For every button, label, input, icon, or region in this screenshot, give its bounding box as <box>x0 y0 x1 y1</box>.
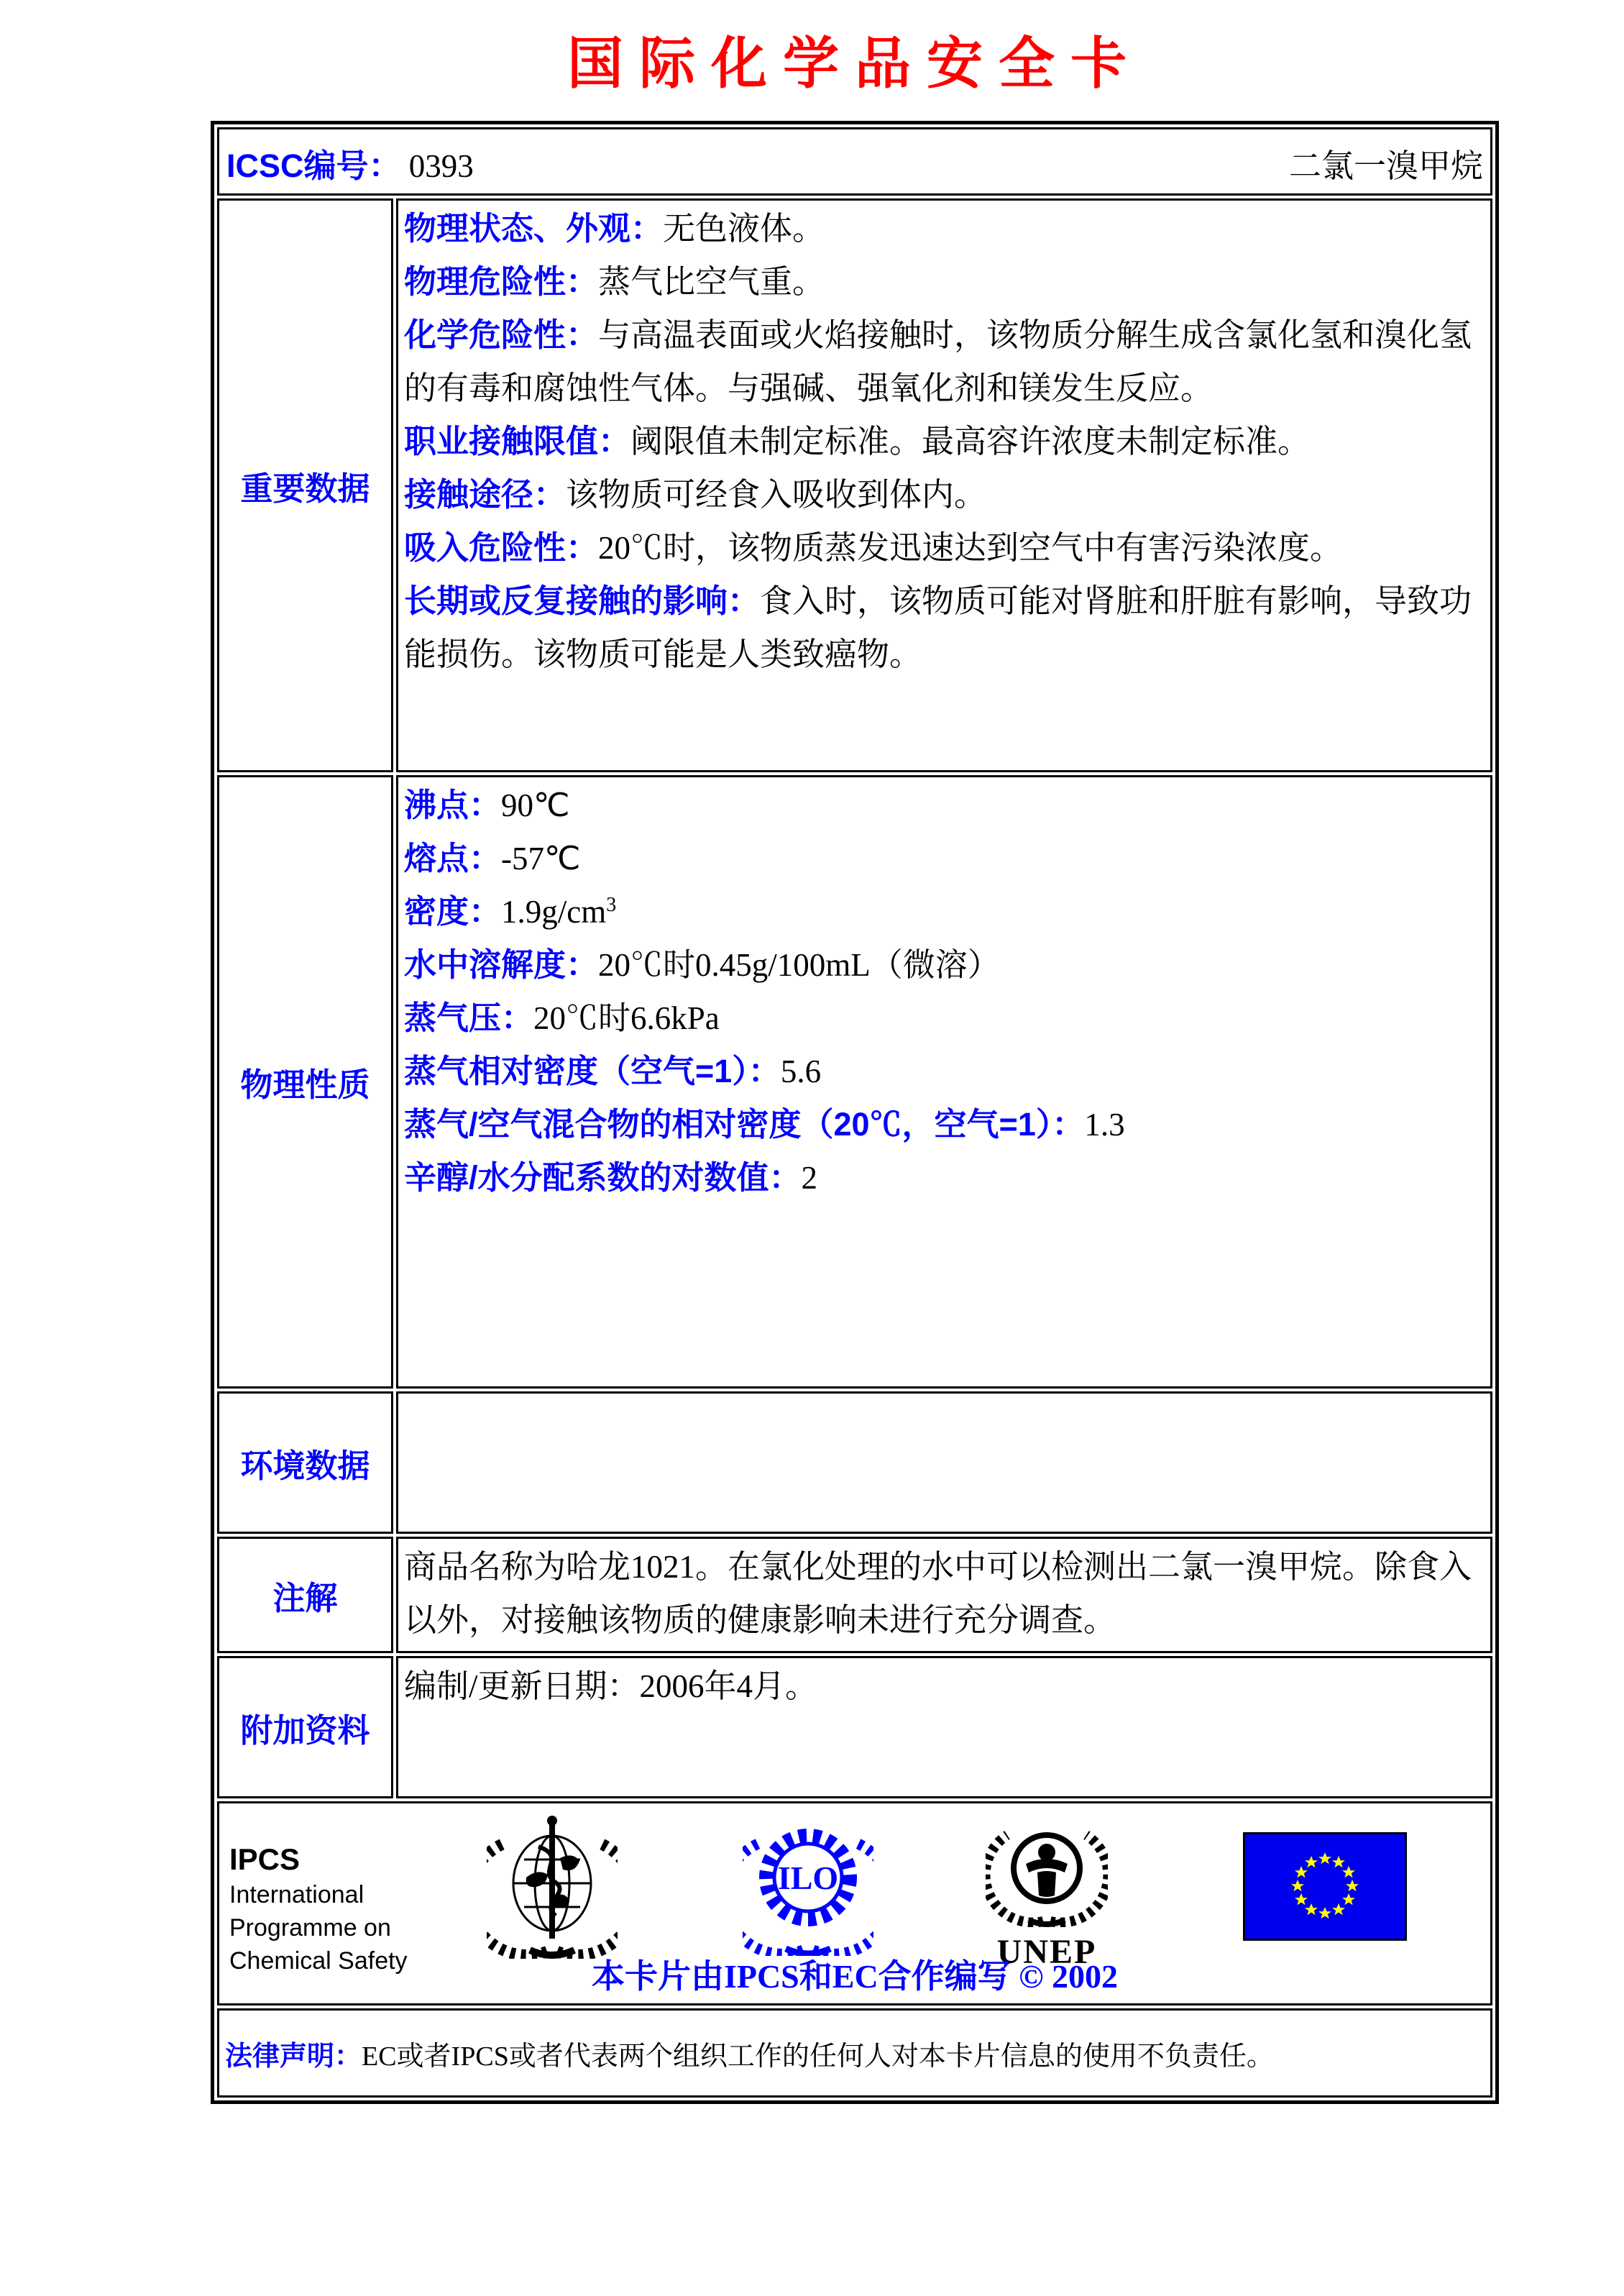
list-item: 熔点：-57℃ <box>404 840 581 877</box>
physical-properties-content <box>396 775 1492 1389</box>
notes-content: 商品名称为哈龙1021。在氯化处理的水中可以检测出二氯一溴甲烷。除食入以外，对接触该物质的健康影响未进行充分调查。 <box>396 1537 1492 1653</box>
list-item: 密度：$1.9g/cm^3$ <box>404 893 617 930</box>
list-item: 长期或反复接触的影响：食入时，该物质可能对肾脏和肝脏有影响，导致功能损伤。该物质可能是人类致癌物。 <box>404 582 1472 672</box>
ilo-logo-icon <box>743 1811 873 1956</box>
unep-label: UNEP <box>996 1933 1097 1971</box>
list-item: 蒸气相对密度（空气=1）：5.6 <box>404 1053 822 1089</box>
icsc-number-value: 0393 <box>408 148 474 184</box>
chemical-name: 二氯一溴甲烷 <box>1288 148 1483 184</box>
logos-cell <box>217 1801 1492 2005</box>
additional-info-label: 附加资料 <box>217 1656 393 1798</box>
list-item: 接触途径：该物质可经食入吸收到体内。 <box>404 476 987 513</box>
svg-text:ILO: ILO <box>777 1860 839 1896</box>
additional-info-row <box>217 1656 1492 1798</box>
unep-logo-icon <box>986 1812 1108 1927</box>
environmental-data-row <box>217 1391 1492 1534</box>
important-data-row <box>217 198 1492 772</box>
environmental-data-content <box>396 1391 1492 1534</box>
ipcs-text-block: IPCS International Programme on Chemical Safety <box>229 1842 408 1975</box>
legal-label: 法律声明： <box>225 2041 362 2072</box>
list-item: 水中溶解度：20℃时0.45g/100mL（微溶） <box>404 946 1000 983</box>
physical-properties-label: 物理性质 <box>217 775 393 1389</box>
legal-cell <box>217 2008 1492 2098</box>
unep-logo-block <box>986 1812 1108 1972</box>
list-item: 吸入危险性：20℃时，该物质蒸发迅速达到空气中有害污染浓度。 <box>404 529 1343 566</box>
important-data-content <box>396 198 1492 772</box>
list-item: 职业接触限值：阈限值未制定标准。最高容许浓度未制定标准。 <box>404 423 1311 459</box>
ipcs-acronym: IPCS <box>229 1842 301 1876</box>
logos-row <box>217 1801 1492 2005</box>
header-row <box>217 127 1492 196</box>
list-item: 辛醇/水分配系数的对数值：2 <box>404 1159 818 1196</box>
eu-flag-icon <box>1243 1832 1407 1941</box>
list-item: 物理危险性：蒸气比空气重。 <box>404 263 825 300</box>
icsc-number-label: ICSC编号： <box>226 147 401 184</box>
notes-row <box>217 1537 1492 1653</box>
environmental-data-label: 环境数据 <box>217 1391 393 1534</box>
list-item: 蒸气/空气混合物的相对密度（20℃，空气=1）：1.3 <box>404 1106 1125 1143</box>
notes-label: 注解 <box>217 1537 393 1653</box>
list-item: 物理状态、外观：无色液体。 <box>404 210 825 247</box>
important-data-label: 重要数据 <box>217 198 393 772</box>
copyright-text: © 2002 <box>1019 1958 1119 1995</box>
physical-properties-row <box>217 775 1492 1389</box>
legal-text: EC或者IPCS或者代表两个组织工作的任何人对本卡片信息的使用不负责任。 <box>362 2041 1274 2072</box>
credit-text: 本卡片由IPCS和EC合作编写 <box>591 1958 1011 1995</box>
legal-row <box>217 2008 1492 2098</box>
list-item: 化学危险性：与高温表面或火焰接触时，该物质分解生成含氯化氢和溴化氢的有毒和腐蚀性气体。与强碱、强氧化剂和镁发生反应。 <box>404 316 1472 406</box>
credit-line <box>219 1950 1490 1998</box>
icsc-card-table <box>211 121 1499 2104</box>
header-cell <box>217 127 1492 196</box>
list-item: 蒸气压：20℃时6.6kPa <box>404 1000 720 1036</box>
page-title: 国际化学品安全卡 <box>566 31 1142 96</box>
additional-info-content: 编制/更新日期：2006年4月。 <box>396 1656 1492 1798</box>
list-item: 沸点：90℃ <box>404 787 570 823</box>
who-logo-icon <box>487 1809 618 1959</box>
